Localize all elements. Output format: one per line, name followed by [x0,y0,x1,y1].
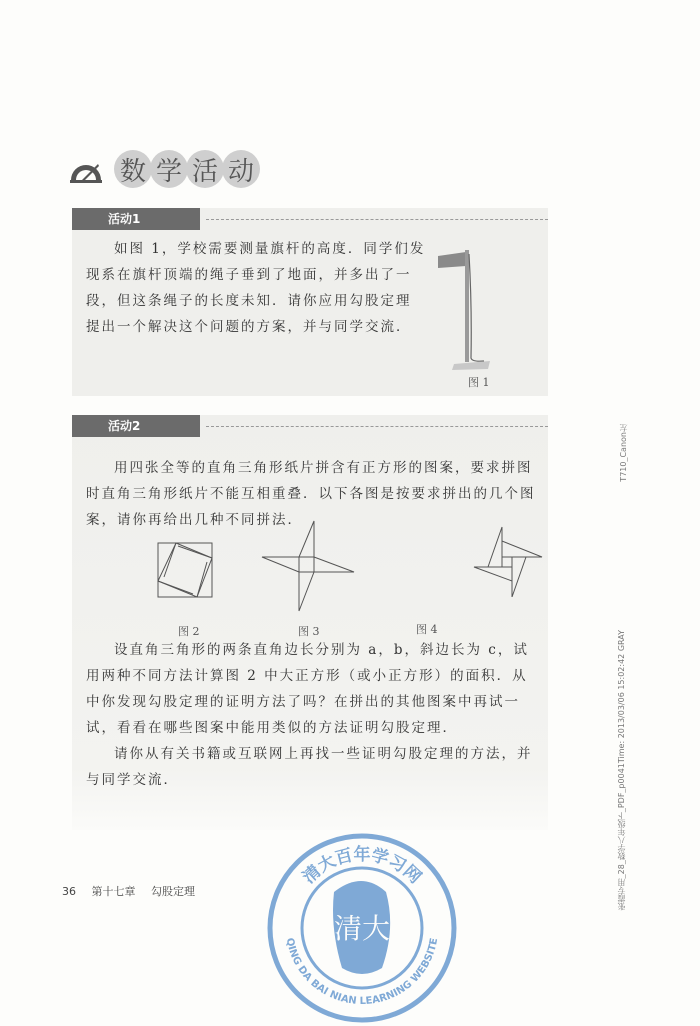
compass-gauge-icon [68,154,104,184]
activity1-text: 如图 1，学校需要测量旗杆的高度．同学们发现系在旗杆顶端的绳子垂到了地面，并多出了一段，但这条绳子的长度未知．请你应用勾股定理提出一个解决这个问题的方案，并与同学交流． [86,241,426,335]
figure3-pinwheel-diagram [260,519,356,613]
watermark-ring-top: 清大百年学习网 [299,845,425,888]
figure1-caption: 图 1 [468,376,490,389]
activity2-question: 设直角三角形的两条直角边长分别为 a，b，斜边长为 c，试用两种不同方法计算图 2 中大正方形（或小正方形）的面积．从中你发现勾股定理的证明方法了吗？在拼出的其他图案中再试一试，看看在哪些图案中能用类似的方法证明勾股定理． [86,642,529,736]
watermark-ring-bottom: QING DA BAI NIAN LEARNING WEBSITE [283,937,441,1008]
page-title [68,150,258,188]
activity2-followup: 请你从有关书籍或互联网上再找一些证明勾股定理的方法，并与同学交流． [86,746,533,788]
figure4-caption: 图 4 [416,623,438,636]
figure2-caption: 图 2 [178,625,200,638]
title-char: 活 [186,150,224,188]
chapter-title: 勾股定理 [151,885,195,898]
title-char: 数 [114,150,152,188]
figure4-pinwheel-diagram [472,525,544,597]
page-number: 36 [62,885,76,898]
chapter-label: 第十七章 [91,885,136,898]
activity1-section [72,208,548,396]
scan-mark-bottom: 张霞专用_28_数学八年级下_PDF_p0041Time: 2013/03/06 15:02:42 GRAY [617,630,626,911]
page-footer [62,883,207,899]
figure3-caption: 图 3 [298,625,320,638]
section-divider [206,219,548,220]
section-divider [206,426,548,427]
activity2-section [72,415,548,830]
title-char: 动 [222,150,260,188]
activity2-heading: 活动2 [72,415,200,437]
figure2-square-diagram [156,541,216,601]
watermark-stamp [264,830,460,1026]
watermark-center: 清大 [333,912,391,945]
activity1-heading: 活动1 [72,208,200,230]
scan-mark-top: T710_Canon左 [619,424,628,482]
title-char: 学 [150,150,188,188]
flagpole-figure [432,246,492,371]
activity2-intro: 用四张全等的直角三角形纸片拼含有正方形的图案，要求拼图时直角三角形纸片不能互相重叠．以下各图是按要求拼出的几个图案，请你再给出几种不同拼法． [86,460,536,528]
